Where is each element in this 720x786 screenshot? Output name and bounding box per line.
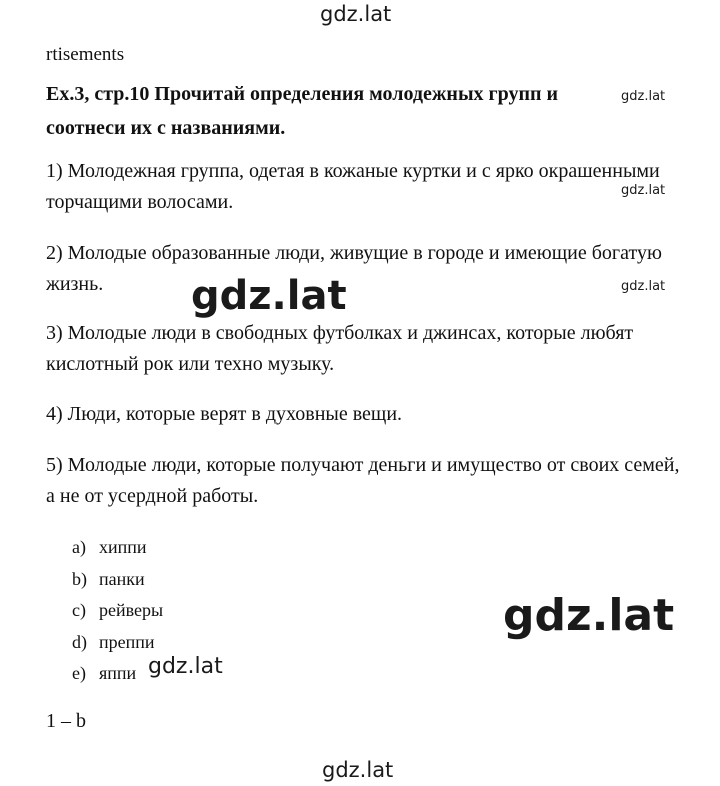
option-b — [72, 564, 163, 596]
option-a — [72, 532, 163, 564]
option-c — [72, 595, 163, 627]
option-label: яппи — [99, 663, 137, 683]
exercise-title: Ex.3, стр.10 Прочитай определения молодежных групп и соотнеси их с названиями. — [46, 83, 559, 139]
option-letter: e) — [72, 663, 86, 683]
watermark-small-3: gdz.lat — [621, 279, 666, 294]
answer: 1 – b — [46, 710, 86, 732]
option-letter: c) — [72, 600, 86, 620]
watermark-small-1: gdz.lat — [621, 89, 666, 104]
definition-5: 5) Молодые люди, которые получают деньги и имущество от своих семей, а не от усердной работы. — [46, 454, 680, 507]
option-label: хиппи — [99, 537, 147, 557]
ads-fragment: rtisements — [46, 44, 125, 65]
watermark-large-2: gdz.lat — [503, 590, 675, 641]
option-label: рейверы — [99, 600, 164, 620]
watermark-mid: gdz.lat — [148, 654, 223, 679]
option-letter: a) — [72, 537, 86, 557]
definition-3: 3) Молодые люди в свободных футболках и джинсах, которые любят кислотный рок или техно музыку. — [46, 322, 634, 375]
definition-2: 2) Молодые образованные люди, живущие в городе и имеющие богатую жизнь. — [46, 242, 662, 295]
watermark-large-1: gdz.lat — [191, 273, 347, 319]
watermark-bottom: gdz.lat — [322, 758, 394, 782]
definition-4: 4) Люди, которые верят в духовные вещи. — [46, 403, 403, 425]
option-label: преппи — [99, 631, 155, 652]
watermark-top: gdz.lat — [320, 2, 392, 26]
definition-1: 1) Молодежная группа, одетая в кожаные куртки и с ярко окрашенными торчащими волосами. — [46, 160, 660, 213]
watermark-small-2: gdz.lat — [621, 183, 666, 198]
option-letter: d) — [72, 631, 87, 652]
option-label: панки — [99, 568, 145, 589]
option-letter: b) — [72, 568, 87, 589]
